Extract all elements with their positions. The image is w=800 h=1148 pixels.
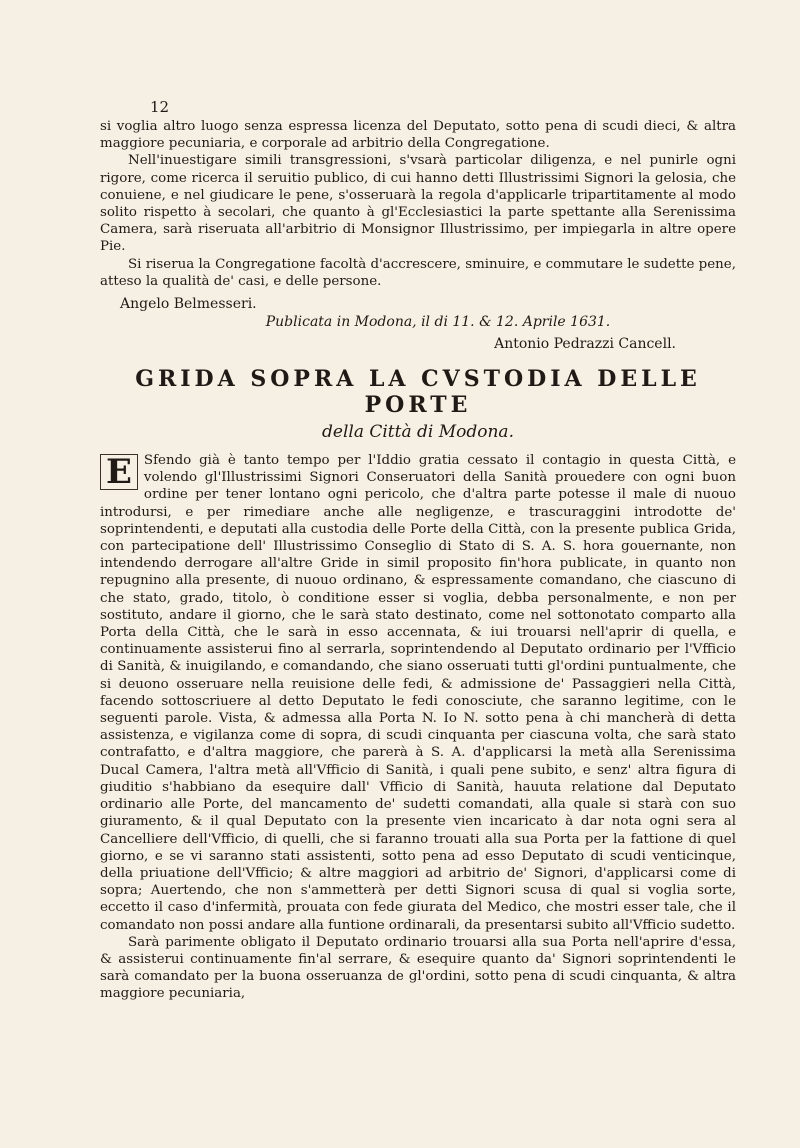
- paragraph-main-text: Sfendo già è tanto tempo per l'Iddio gratia cessato il contagio in questa Città, e volendo gl'Illustrissimi Signori Conseruatori della Sanità prouedere con ogni buon ordine per tener lontano ogni pericolo, che d'altra parte potesse il male di nuouo introdursi, e per rimediare anche alle negligenze, e trascuraggini introdotte de' soprintendenti, e deputati alla custodia delle Porte della Città, con la presente publica Grida, con partecipatione dell' Illustrissimo Conseglio di Stato di S. A. S. hora gouernante, non intendendo derrogare all'altre Gride in simil proposito fin'hora publicate, in quanto non repugnino alla presente, di nuouo ordinano, & espressamente comandano, che ciascuno di che stato, grado, titolo, ò conditione esser si voglia, debba personalmente, e non per sostituto, andare il giorno, che le sarà stato destinato, come nel sottonotato comparto alla Porta della Città, che le sarà in esso accennata, & iui trouarsi nell'aprir di quella, e continuamente assisterui fino al serrarla, soprintendendo al Deputato ordinario per l'Vfficio di Sanità, & inuigilando, e comandando, che siano osseruati tutti gl'ordini puntualmente, che si deuono osseruare nella reuisione delle fedi, & admissione de' Passaggieri nella Città, facendo sottoscriuere al detto Deputato le fedi conosciute, che saranno legitime, con le seguenti parole. Vista, & admessa alla Porta N. Io N. sotto pena à chi mancherà di detta assistenza, e vigilanza come di sopra, di scudi cinquanta per ciascuna volta, che sarà stato contrafatto, e d'altra maggiore, che parerà à S. A. d'applicarsi la metà alla Serenissima Ducal Camera, l'altra metà all'Vfficio di Sanità, i quali pene subito, e senz' altra figura di giuditio s'habbiano da esequire dall' Vfficio di Sanità, hauuta relatione dal Deputato ordinario alle Porte, del mancamento de' sudetti comandati, alla quale si starà con suo giuramento, & il qual Deputato con la presente vien incaricato à dar nota ogni sera al Cancelliere dell'Vfficio, di quelli, che si faranno trouati alla sua Porta per la fattione di quel giorno, e se vi saranno stati assistenti, sotto pena ad esso Deputato di scudi venticinque, della priuatione dell'Vfficio; & altre maggiori ad arbitrio de' Signori, d'applicarsi come di sopra; Auertendo, che non s'ammetterà per detti Signori scusa di qual si voglia sorte, eccetto il caso d'infermità, prouata con fede giurata del Medico, che mostri esser tale, che il comandato non possi andare alla funtione ordinarali, da presentarsi subito all'Vfficio sudetto.: [100, 453, 736, 933]
- page-number: 12: [150, 98, 170, 116]
- signature-pedrazzi: Antonio Pedrazzi Cancell.: [494, 336, 676, 353]
- publication-note: Publicata in Modona, il di 11. & 12. Aprile 1631.: [265, 314, 611, 331]
- signature-line-2: [100, 336, 736, 352]
- decree-title: GRIDA SOPRA LA CVSTODIA DELLE PORTE: [135, 366, 701, 419]
- paragraph-main: [100, 452, 736, 934]
- paragraph-deputy: Sarà parimente obligato il Deputato ordinario trouarsi alla sua Porta nell'aprire d'essa, & assisterui continuamente fin'al serrare, & esequire quanto da' Signori soprintendenti le sarà comandato per la buona osseruanza de gl'ordini, sotto pena di scudi cinquanta, & altra maggiore pecuniaria,: [100, 934, 736, 1002]
- signature-line: [100, 296, 736, 312]
- paragraph-reservation: Si riserua la Congregatione facoltà d'accrescere, sminuire, e commutare le sudette pene, atteso la qualità de' casi, e delle persone.: [100, 256, 736, 289]
- drop-cap: E: [100, 454, 138, 490]
- signature-belmesseri: Angelo Belmesseri.: [120, 296, 257, 313]
- decree-subtitle: della Città di Modona.: [322, 422, 514, 443]
- paragraph-investigation: Nell'inuestigare simili transgressioni, s'vsarà particolar diligenza, e nel punirle ogni rigore, come ricerca il seruitio publico, di cui hanno detti Illustrissimi Signori la gelosia, che conuiene, e nel giudicare le pene, s'osseruarà la regola d'applicarle tripartitamente al modo solito rispetto à secolari, che quanto à gl'Ecclesiastici la parte spettante alla Serenissima Camera, sarà riseruata all'arbitrio di Monsignor Illustrissimo, per impiegarla in altre opere Pie.: [100, 153, 736, 255]
- paragraph-penalty: si voglia altro luogo senza espressa licenza del Deputato, sotto pena di scudi dieci, & altra maggiore pecuniaria, e corporale ad arbitrio della Congregatione.: [100, 119, 736, 152]
